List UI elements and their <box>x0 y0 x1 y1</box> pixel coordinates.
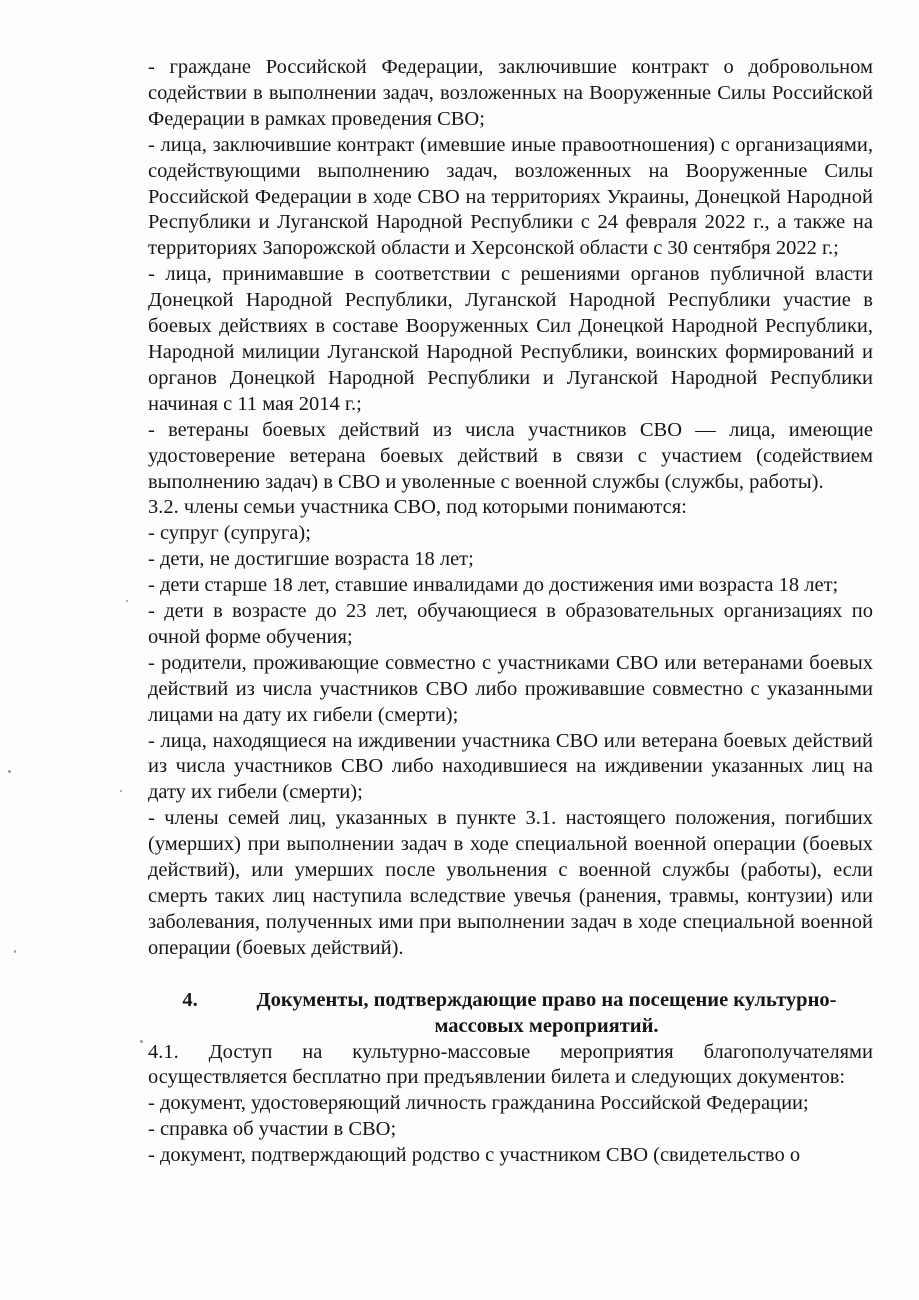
paragraph: - члены семей лиц, указанных в пункте 3.1. настоящего положения, погибших (умерших) при выполнении задач в ходе специальной военной операции (боевых действий), или умерших после увольнения с военной службы (работы), если смерть таких лиц наступила вследствие увечья (ранения, травмы, контузии) или заболевания, полученных ими при выполнении задач в ходе специальной военной операции (боевых действий). <box>148 807 873 959</box>
paragraph: - родители, проживающие совместно с участниками СВО или ветеранами боевых действий из числа участников СВО либо проживавшие совместно с указанными лицами на дату их гибели (смерти); <box>148 651 873 726</box>
paragraph: - лица, заключившие контракт (имевшие иные правоотношения) с организациями, содействующими выполнению задач, возложенных на Вооруженные Силы Российской Федерации в ходе СВО на территориях Украины, Донецкой Народной Республики и Луганской Народной Республики с 24 февраля 2022 г., а также на территориях Запорожской области и Херсонской области с 30 сентября 2022 г.; <box>148 133 873 260</box>
paragraph: - дети старше 18 лет, ставшие инвалидами до достижения ими возраста 18 лет; <box>148 574 839 597</box>
paragraph: - документ, удостоверяющий личность гражданина Российской Федерации; <box>148 1092 809 1115</box>
scan-speck <box>120 790 122 792</box>
paragraph: - граждане Российской Федерации, заключившие контракт о добровольном содействии в выполнении задач, возложенных на Вооруженные Силы Российской Федерации в рамках проведения СВО; <box>148 56 873 130</box>
paragraph: - лица, находящиеся на иждивении участника СВО или ветерана боевых действий из числа участников СВО либо находившиеся на иждивении указанных лиц на дату их гибели (смерти); <box>148 729 873 804</box>
paragraph: 4.1. Доступ на культурно-массовые мероприятия благополучателями осуществляется бесплатно при предъявлении билета и следующих документов: <box>148 1040 873 1089</box>
paragraph: - справка об участии в СВО; <box>148 1118 397 1141</box>
scan-speck <box>14 950 16 953</box>
document-body <box>148 55 873 1169</box>
scan-speck <box>126 600 128 602</box>
paragraph: - лица, принимавшие в соответствии с решениями органов публичной власти Донецкой Народной Республики, Луганской Народной Республики участие в боевых действиях в составе Вооруженных Сил Донецкой Народной Республики, Народной милиции Луганской Народной Республики, воинских формирований и органов Донецкой Народной Республики и Луганской Народной Республики начиная с 11 мая 2014 г.; <box>148 263 873 415</box>
paragraph: 3.2. члены семьи участника СВО, под которыми понимаются: <box>148 496 687 519</box>
paragraph: - супруг (супруга); <box>148 522 311 545</box>
section-title: Документы, подтверждающие право на посещение культурно-массовых мероприятий. <box>256 988 837 1037</box>
scan-speck <box>140 1040 143 1043</box>
paragraph: - дети в возрасте до 23 лет, обучающиеся в образовательных организациях по очной форме обучения; <box>148 600 873 648</box>
paragraph: - ветераны боевых действий из числа участников СВО — лица, имеющие удостоверение ветерана боевых действий в связи с участием (содействием выполнению задач) в СВО и уволенные с военной службы (службы, работы). <box>148 418 873 493</box>
paragraph: - дети, не достигшие возраста 18 лет; <box>148 548 474 571</box>
paragraph: - документ, подтверждающий родство с участником СВО (свидетельство о <box>148 1144 801 1167</box>
scan-speck <box>8 770 11 773</box>
section-heading <box>148 988 873 1040</box>
section-number: 4. <box>182 988 198 1011</box>
